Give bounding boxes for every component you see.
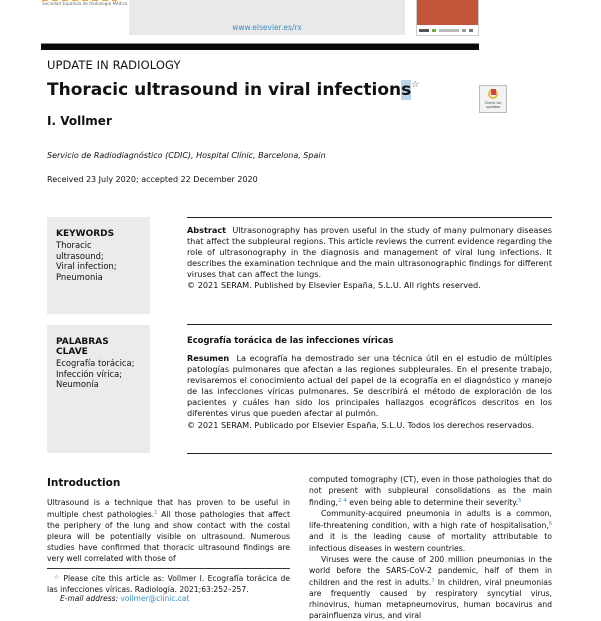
text: In children, viral pneumonias are frequently caused by respiratory syncytial virus, rhinovirus, human metapneumovirus, human bocavirus and parainfluenza virus, and viral: [309, 577, 553, 621]
body-right-column: [309, 474, 552, 621]
keyword-item: Pneumonia: [56, 271, 103, 282]
check-for-updates-button[interactable]: [479, 85, 507, 113]
abstract: [187, 225, 552, 292]
author-name: I. Vollmer: [47, 114, 112, 128]
resumen-text: La ecografía ha demostrado ser una técnica útil en el estudio de múltiples patologías pulmonares que afectan a las regiones subpleurales. En el presente trabajo, revisaremos el conocimiento actual del papel de la ecografía en el diagnóstico y manejo de las infecciones víricas pulmonares. Se describirá el método de exploración de los pacientes y cuáles han sido los principales hallazgos ecográficos descritos en los diferentes virus que pueden afectar al pulmón.: [187, 353, 552, 419]
section-label: UPDATE IN RADIOLOGY: [47, 58, 181, 72]
introduction-heading: Introduction: [47, 477, 121, 489]
text: computed tomography (CT), even in those pathologies that do not present with subpleural consolidations as the main finding,: [309, 475, 552, 508]
text: Viruses were the cause of 200 million pneumonias in the world before the SARS-CoV-2 pandemic, half of them in children and the rest in adults.: [309, 554, 552, 587]
journal-url-link[interactable]: www.elsevier.es/rx: [232, 23, 302, 32]
keyword-item: Viral infection;: [56, 261, 117, 272]
journal-banner: [129, 0, 405, 35]
paragraph: [309, 508, 552, 553]
text: and it is the leading cause of mortality attributable to infectious diseases in western countries.: [309, 532, 552, 553]
body-left-column: [47, 497, 290, 565]
resumen-copyright: © 2021 SERAM. Publicado por Elsevier España, S.L.U. Todos los derechos reservados.: [187, 419, 535, 430]
citation-link[interactable]: 5: [518, 498, 522, 505]
affiliation: Servicio de Radiodiagnóstico (CDIC), Hospital Clínic, Barcelona, Spain: [47, 151, 326, 160]
title-footnote-star-icon[interactable]: ☆: [411, 80, 420, 90]
text: Ultrasound is a technique that has proven to be useful in multiple chest pathologies.: [47, 498, 290, 520]
cover-logos: [419, 27, 476, 33]
resumen-label: Resumen: [187, 353, 230, 363]
text: Community-acquired pneumonia in adults is a common, life-threatening condition, with a high rate of hospitalisation,: [309, 509, 552, 531]
text: All those pathologies that affect the periphery of the lung and show contact with the costal pleura will be potentially visible on ultrasound. Numerous studies have confirmed that thoracic ultrasound findings are very well correlated with those of: [47, 510, 291, 564]
paragraph: [309, 474, 552, 508]
check-for-updates-label: Check for updates: [484, 101, 502, 109]
email-link[interactable]: vollmer@clinic.cat: [120, 594, 190, 603]
palabra-clave-item: Neumonía: [56, 379, 99, 390]
citation-link[interactable]: 7: [431, 577, 435, 584]
paragraph: [47, 497, 290, 565]
keywords-box: [47, 217, 150, 314]
footnote-text: Please cite this article as: Vollmer I. Ecografía torácica de las infecciones víricas. Radiología. 2021;63:252–257.: [47, 574, 290, 594]
cover-image: [417, 0, 478, 25]
keywords-title: KEYWORDS: [56, 229, 115, 239]
text: even being able to determine their severity.: [346, 498, 519, 508]
footnote: [47, 573, 290, 595]
article-title-text: Thoracic ultrasound in viral infection: [47, 80, 402, 100]
journal-cover-thumbnail[interactable]: [416, 0, 479, 36]
footnote-star-icon: ☆: [53, 574, 61, 581]
keyword-item: Thoracic ultrasound;: [56, 240, 104, 261]
abstract-copyright: © 2021 SERAM. Published by Elsevier España, S.L.U. All rights reserved.: [187, 280, 481, 291]
resumen-bottom-rule: [187, 453, 552, 454]
article-title: [47, 80, 419, 100]
abstract-text: Ultrasonography has proven useful in the study of many pulmonary diseases that affect the subpleural regions. This article reviews the current evidence regarding the role of ultrasonography in the diagnosis and management of viral lung infections. It describes the examination technique and the main ultrasonographic findings for different viruses that can affect the lungs.: [187, 225, 552, 280]
resumen: [187, 353, 552, 431]
paragraph: [309, 554, 552, 621]
abstract-top-rule: [187, 217, 552, 218]
spanish-title: Ecografía torácica de las infecciones víricas: [187, 335, 394, 345]
received-accepted-dates: Received 23 July 2020; accepted 22 December 2020: [47, 175, 258, 184]
citation-link[interactable]: 2–4: [337, 498, 347, 505]
palabras-clave-title: PALABRAS CLAVE: [56, 337, 109, 357]
palabra-clave-item: Ecografía torácica;: [56, 358, 135, 368]
text-selection-cursor: s: [401, 80, 412, 100]
resumen-top-rule: [187, 324, 552, 325]
crossmark-bookmark-icon: [491, 89, 496, 95]
society-name: Sociedad Española de Radiología Médica: [42, 1, 128, 6]
email-label: E-mail address:: [60, 594, 119, 603]
abstract-label: Abstract: [187, 225, 227, 235]
citation-link[interactable]: 6: [548, 521, 552, 528]
email-line: [60, 594, 189, 603]
palabra-clave-item: Infección vírica;: [56, 368, 123, 379]
citation-link[interactable]: 1: [154, 510, 158, 517]
footnote-rule: [47, 568, 290, 569]
header-divider: [41, 43, 479, 50]
palabras-clave-box: [47, 325, 150, 453]
